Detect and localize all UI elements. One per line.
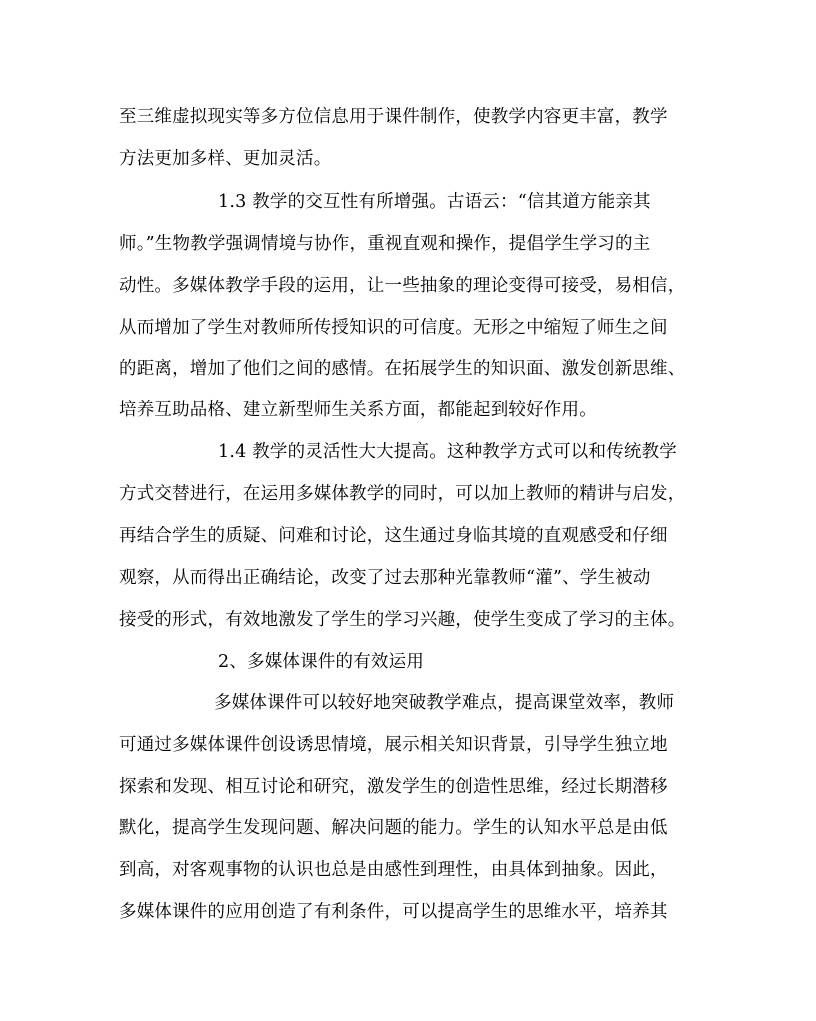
text-line: 观察，从而得出正确结论，改变了过去那种光靠教师“灌”、学生被动 <box>119 568 651 588</box>
text-line: 探索和发现、相互讨论和研究，激发学生的创造性思维，经过长期潜移 <box>119 777 668 797</box>
text-line: 默化，提高学生发现问题、解决问题的能力。学生的认知水平总是由低 <box>119 818 668 838</box>
text-line: 接受的形式，有效地激发了学生的学习兴趣，使学生变成了学习的主体。 <box>119 610 686 630</box>
text-line: 再结合学生的质疑、问难和讨论，这生通过身临其境的直观感受和仔细 <box>119 526 668 546</box>
text-line: 方法更加多样、更加灵活。 <box>119 149 332 169</box>
text-line: 培养互助品格、建立新型师生关系方面，都能起到较好作用。 <box>119 400 597 420</box>
text-line: 师。”生物教学强调情境与协作，重视直观和操作，提倡学生学习的主 <box>119 234 651 254</box>
text-line: 从而增加了学生对教师所传授知识的可信度。无形之中缩短了师生之间 <box>119 318 668 338</box>
text-line: 1.4 教学的灵活性大大提高。这种教学方式可以和传统教学 <box>218 442 677 462</box>
section-heading: 2、多媒体课件的有效运用 <box>218 652 425 672</box>
text-line: 方式交替进行，在运用多媒体教学的同时，可以加上教师的精讲与启发， <box>119 484 686 504</box>
text-line: 1.3 教学的交互性有所增强。古语云：“信其道方能亲其 <box>218 192 651 212</box>
text-line: 动性。多媒体教学手段的运用，让一些抽象的理论变得可接受，易相信， <box>119 276 686 296</box>
text-line: 到高，对客观事物的认识也总是由感性到理性，由具体到抽象。因此， <box>119 860 668 880</box>
text-line: 可通过多媒体课件创设诱思情境，展示相关知识背景，引导学生独立地 <box>119 735 668 755</box>
text-line: 至三维虚拟现实等多方位信息用于课件制作，使教学内容更丰富，教学 <box>119 107 668 127</box>
text-line: 多媒体课件的应用创造了有利条件，可以提高学生的思维水平，培养其 <box>119 902 668 922</box>
text-line: 多媒体课件可以较好地突破教学难点，提高课堂效率，教师 <box>214 693 675 713</box>
text-line: 的距离，增加了他们之间的感情。在拓展学生的知识面、激发创新思维、 <box>119 359 686 379</box>
